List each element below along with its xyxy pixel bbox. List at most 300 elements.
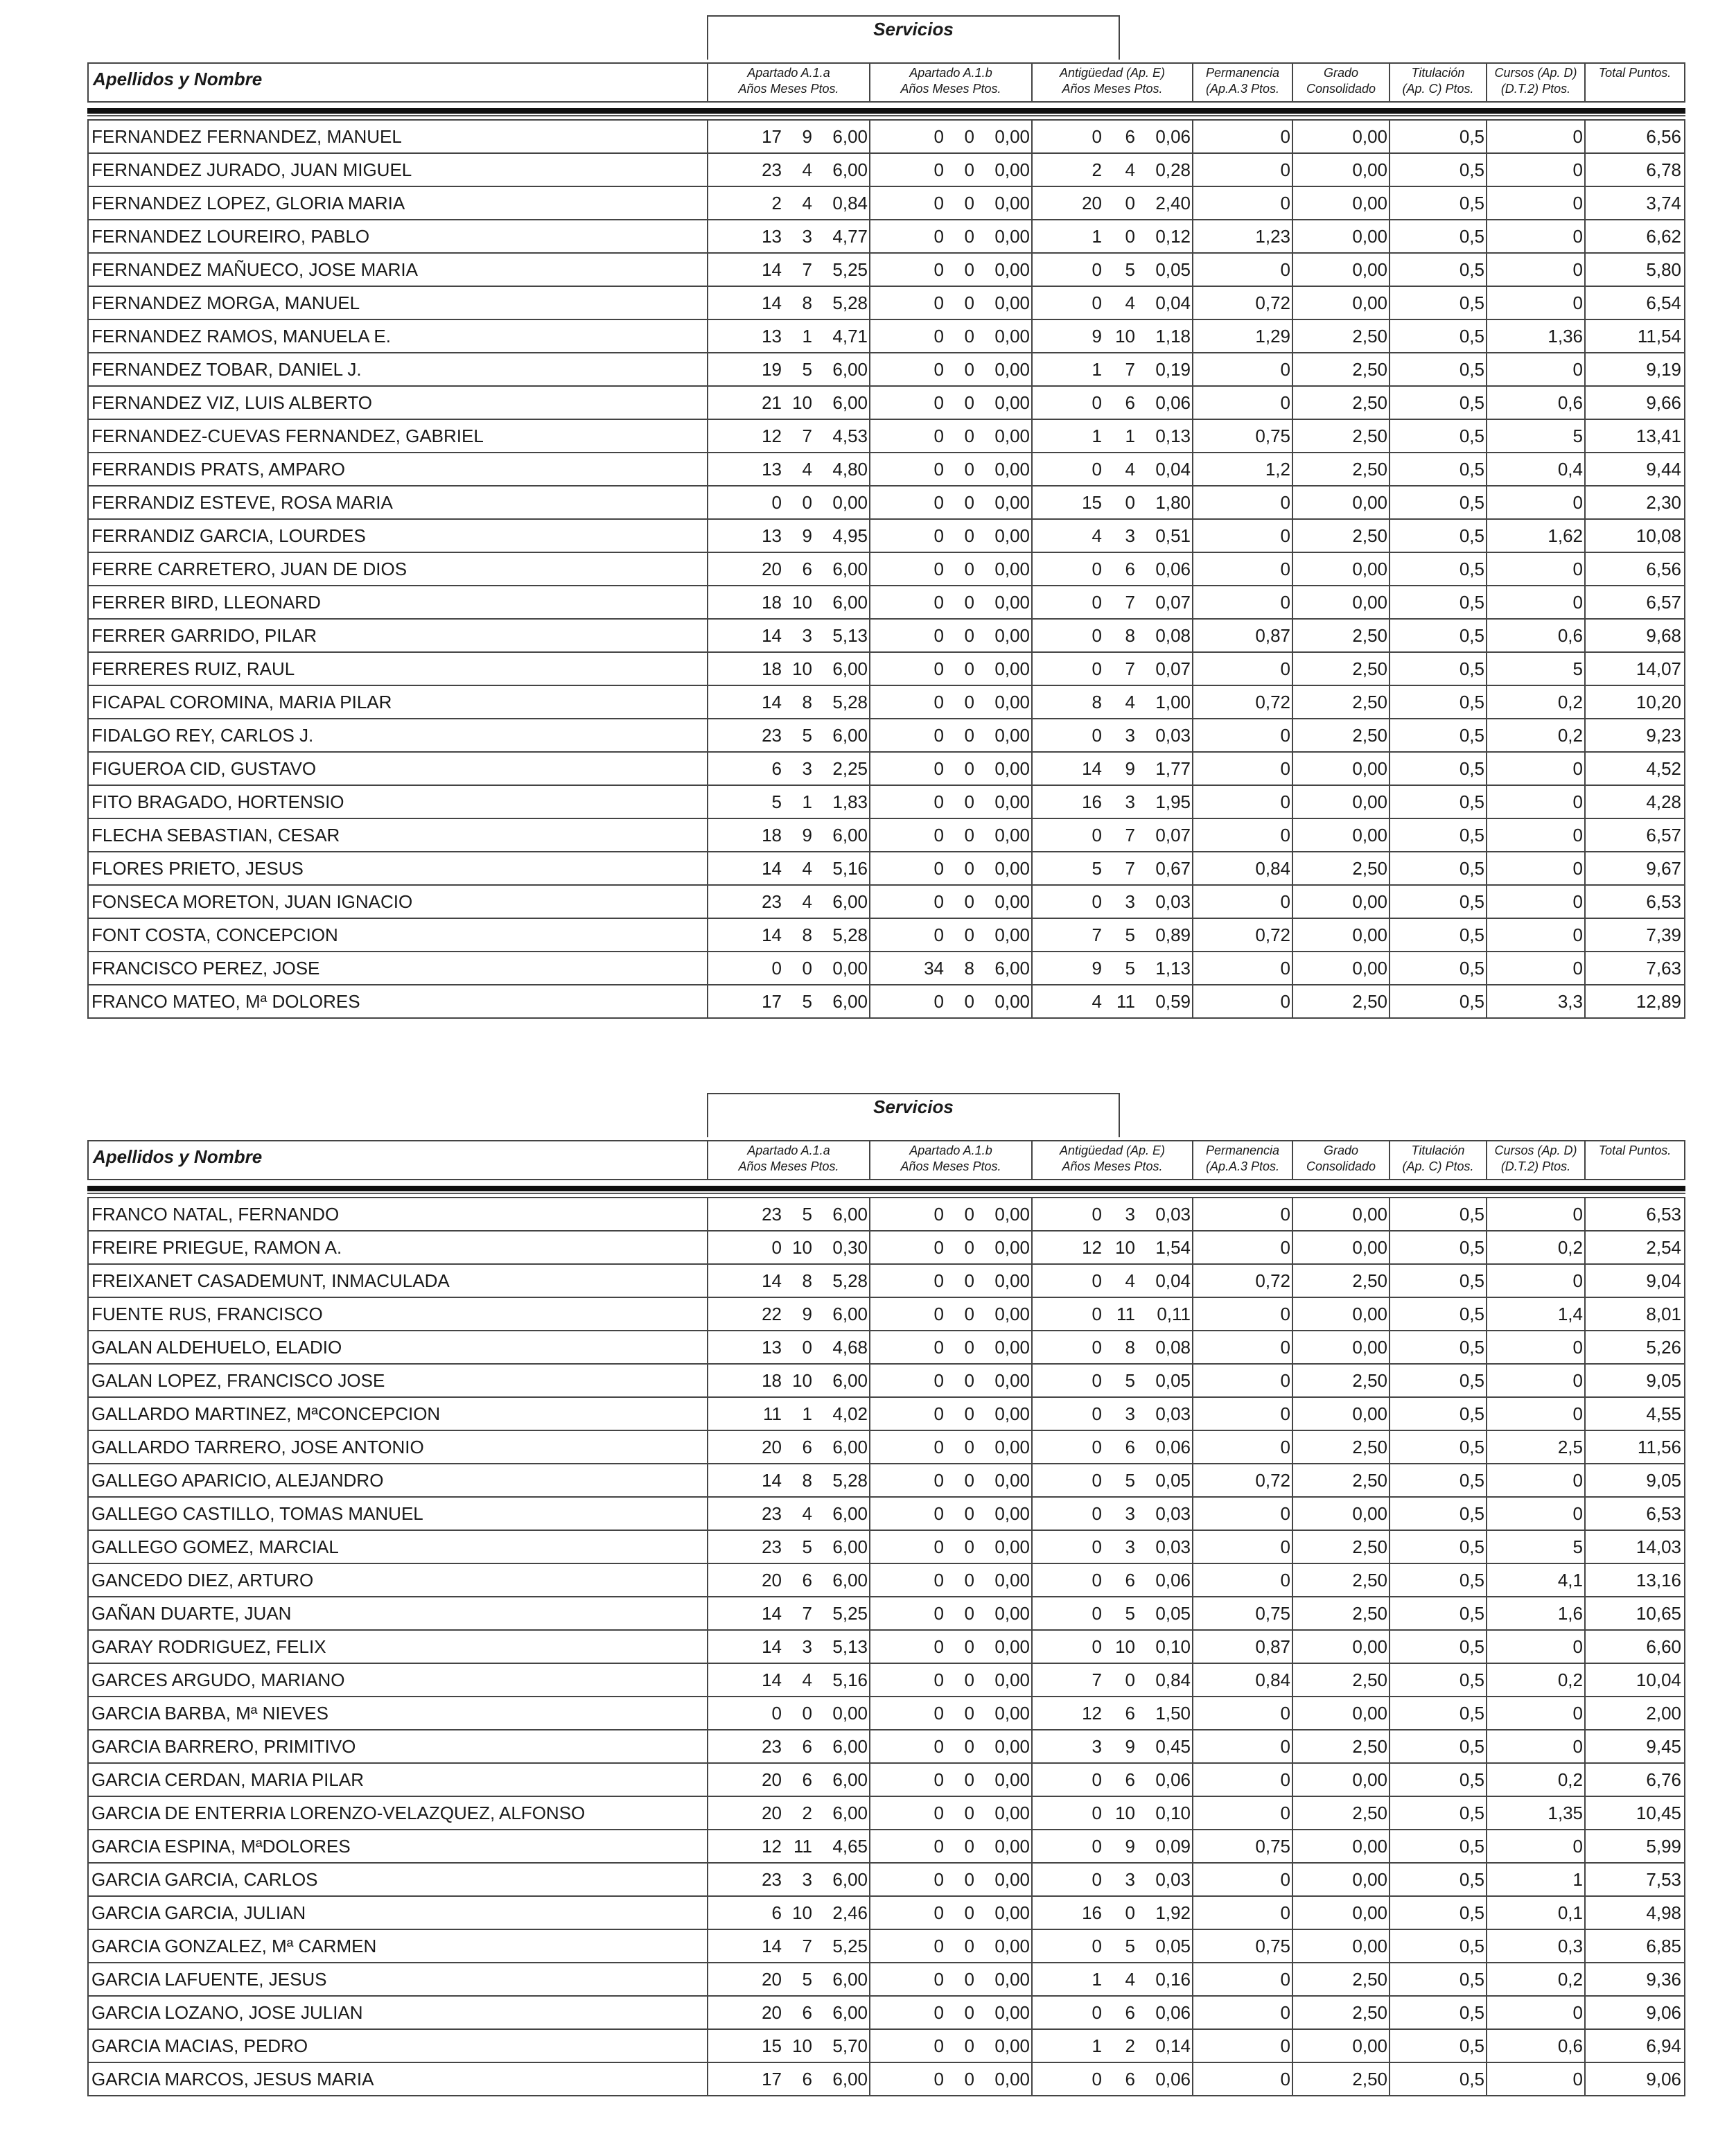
column-divider [869,1797,870,1829]
column-divider [1192,1331,1193,1363]
column-divider [1389,1997,1390,2028]
cell-titulacion: 0,5 [1459,559,1484,579]
cell-a1b-points: 0,00 [994,825,1030,845]
cell-cursos: 0,3 [1557,1936,1583,1956]
header-titulacion: Titulación (Ap. C) Ptos. [1390,64,1487,101]
employee-name: FRANCO NATAL, FERNANDO [91,1204,340,1225]
cell-a1b-months: 0 [964,1403,974,1424]
table-row [87,1530,1685,1563]
cell-permanencia: 0 [1280,1370,1290,1391]
table-row [87,1762,1685,1796]
cell-a1b-months: 0 [964,1902,974,1923]
column-divider [1486,753,1487,785]
column-divider [869,420,870,452]
cell-a1a-points: 1,83 [832,791,868,812]
cell-a1a-months: 10 [792,592,812,613]
column-divider [1584,786,1586,818]
column-divider [1486,1664,1487,1696]
column-divider [1292,1930,1293,1962]
column-divider [869,852,870,884]
cell-permanencia: 0,72 [1255,292,1290,313]
cell-a1a-years: 20 [762,1803,782,1823]
column-divider [707,320,708,352]
cell-a1b-months: 0 [964,1736,974,1757]
cell-a1b-points: 0,00 [994,2069,1030,2089]
column-divider [707,1830,708,1862]
cell-a1b-months: 0 [964,1969,974,1990]
cell-a1a-points: 2,25 [832,758,868,779]
cell-a1a-years: 23 [762,1536,782,1557]
cell-cursos: 0,2 [1557,1669,1583,1690]
cell-total: 13,16 [1636,1570,1681,1590]
cell-a1a-months: 4 [802,159,812,180]
cell-a1a-points: 6,00 [832,1437,868,1457]
cell-titulacion: 0,5 [1459,858,1484,879]
cell-a1b-months: 0 [964,625,974,646]
cell-ant-points: 0,19 [1155,359,1191,380]
cell-grado: 0,00 [1352,791,1387,812]
column-divider [1389,1498,1390,1530]
cell-ant-points: 0,03 [1155,1536,1191,1557]
cell-a1b-years: 0 [933,2069,944,2089]
cell-a1a-points: 5,25 [832,1936,868,1956]
column-divider [869,2030,870,2062]
cell-ant-points: 0,03 [1155,1869,1191,1890]
cell-ant-years: 1 [1092,1969,1102,1990]
column-divider [1031,487,1033,518]
column-divider [707,353,708,385]
column-divider [1192,387,1193,419]
column-divider [869,553,870,585]
column-divider [1031,1764,1033,1796]
column-divider [1486,952,1487,984]
cell-permanencia: 0,72 [1255,1470,1290,1491]
employee-name: FERNANDEZ MAÑUECO, JOSE MARIA [91,259,418,280]
cell-a1b-months: 0 [964,825,974,845]
column-divider [707,1298,708,1330]
cell-a1b-years: 0 [933,1836,944,1857]
cell-a1b-years: 0 [933,1936,944,1956]
header-permanencia: Permanencia (Ap.A.3 Ptos. [1193,1141,1293,1179]
cell-a1b-points: 0,00 [994,1869,1030,1890]
column-divider [1292,353,1293,385]
column-divider [1031,919,1033,951]
cell-a1a-months: 5 [802,1536,812,1557]
cell-a1b-years: 0 [933,226,944,247]
cell-a1a-months: 1 [802,1403,812,1424]
cell-titulacion: 0,5 [1459,2002,1484,2023]
column-divider [1292,786,1293,818]
employee-name: FERNANDEZ TOBAR, DANIEL J. [91,359,362,380]
column-divider [707,387,708,419]
cell-a1a-years: 17 [762,126,782,147]
cell-a1a-years: 14 [762,1270,782,1291]
column-divider [1192,1398,1193,1430]
employee-name: FERNANDEZ LOPEZ, GLORIA MARIA [91,193,405,213]
column-divider [707,952,708,984]
cell-total: 9,67 [1646,858,1681,879]
table-row [87,1363,1685,1396]
column-divider [1031,1631,1033,1663]
cell-ant-months: 5 [1125,1936,1135,1956]
cell-ant-months: 4 [1125,692,1135,712]
cell-ant-years: 0 [1092,1636,1102,1657]
cell-a1b-months: 0 [964,1237,974,1258]
cell-grado: 0,00 [1352,1636,1387,1657]
cell-ant-years: 0 [1092,1370,1102,1391]
cell-a1a-months: 6 [802,1736,812,1757]
cell-cursos: 5 [1572,658,1583,679]
column-divider [1389,919,1390,951]
column-divider [1192,1830,1193,1862]
column-divider [1292,586,1293,618]
cell-a1a-months: 3 [802,1869,812,1890]
cell-total: 2,54 [1646,1237,1681,1258]
column-divider [1031,952,1033,984]
cell-cursos: 0 [1572,1636,1583,1657]
cell-ant-points: 0,06 [1155,559,1191,579]
cell-ant-points: 0,06 [1155,2069,1191,2089]
cell-ant-points: 1,80 [1155,492,1191,513]
column-divider [1486,487,1487,518]
column-divider [707,1531,708,1563]
cell-cursos: 0,4 [1557,459,1583,480]
column-divider [1584,1930,1586,1962]
cell-grado: 0,00 [1352,825,1387,845]
cell-a1b-points: 0,00 [994,1669,1030,1690]
employee-name: GARCIA CERDAN, MARIA PILAR [91,1769,364,1790]
cell-ant-months: 3 [1125,1869,1135,1890]
cell-ant-points: 0,05 [1155,259,1191,280]
column-divider [869,1265,870,1297]
cell-ant-points: 0,03 [1155,1503,1191,1524]
cell-ant-months: 5 [1125,1470,1135,1491]
cell-a1b-years: 0 [933,193,944,213]
column-divider [869,819,870,851]
cell-ant-points: 0,14 [1155,2035,1191,2056]
column-divider [1584,753,1586,785]
column-divider [1292,653,1293,685]
column-divider [1584,553,1586,585]
cell-ant-years: 0 [1092,1503,1102,1524]
cell-ant-months: 8 [1125,1337,1135,1358]
header-total: Total Puntos. [1598,1143,1672,1157]
column-divider [1192,154,1193,186]
column-divider [707,487,708,518]
column-divider [707,686,708,718]
cell-a1a-months: 5 [802,725,812,746]
table-row [87,1297,1685,1330]
cell-ant-years: 1 [1092,426,1102,446]
cell-ant-years: 0 [1092,126,1102,147]
column-divider [1031,1564,1033,1596]
cell-a1b-years: 0 [933,758,944,779]
cell-titulacion: 0,5 [1459,625,1484,646]
table-row [87,286,1685,319]
cell-a1a-points: 6,00 [832,1969,868,1990]
column-divider [1584,1564,1586,1596]
column-divider [1584,220,1586,252]
cell-a1b-points: 0,00 [994,1403,1030,1424]
cell-titulacion: 0,5 [1459,1902,1484,1923]
cell-a1a-months: 8 [802,1470,812,1491]
cell-permanencia: 0 [1280,193,1290,213]
cell-total: 6,94 [1646,2035,1681,2056]
cell-cursos: 0 [1572,193,1583,213]
column-divider [1389,1597,1390,1629]
employee-name: FERRER BIRD, LLEONARD [91,592,321,613]
table-row [87,1463,1685,1496]
column-divider [869,320,870,352]
column-divider [1584,154,1586,186]
cell-total: 10,45 [1636,1803,1681,1823]
column-divider [869,220,870,252]
cell-grado: 0,00 [1352,259,1387,280]
column-divider [1192,420,1193,452]
cell-grado: 2,50 [1352,625,1387,646]
cell-ant-points: 0,28 [1155,159,1191,180]
cell-a1a-months: 2 [802,1803,812,1823]
cell-ant-months: 8 [1125,625,1135,646]
cell-a1b-years: 0 [933,1769,944,1790]
table-row [87,1563,1685,1596]
cell-permanencia: 0,87 [1255,625,1290,646]
employee-name: FERNANDEZ VIZ, LUIS ALBERTO [91,392,373,413]
column-divider [1486,254,1487,286]
cell-total: 6,56 [1646,559,1681,579]
column-divider [1292,1398,1293,1430]
cell-a1a-months: 1 [802,326,812,347]
cell-ant-months: 6 [1125,2069,1135,2089]
column-divider [1486,1398,1487,1430]
cell-ant-years: 15 [1082,492,1102,513]
cell-a1b-months: 0 [964,692,974,712]
cell-titulacion: 0,5 [1459,1503,1484,1524]
cell-ant-months: 6 [1125,1769,1135,1790]
column-divider [1031,220,1033,252]
cell-a1a-months: 7 [802,1603,812,1624]
cell-ant-points: 2,40 [1155,193,1191,213]
column-divider [1192,1764,1193,1796]
column-divider [1292,1797,1293,1829]
cell-a1a-months: 6 [802,2002,812,2023]
column-divider [1584,886,1586,918]
cell-a1b-points: 0,00 [994,592,1030,613]
cell-grado: 2,50 [1352,525,1387,546]
cell-titulacion: 0,5 [1459,1536,1484,1557]
cell-permanencia: 0 [1280,1902,1290,1923]
cell-grado: 2,50 [1352,1470,1387,1491]
cell-a1b-years: 0 [933,725,944,746]
column-divider [1292,1464,1293,1496]
cell-titulacion: 0,5 [1459,1936,1484,1956]
column-divider [707,1498,708,1530]
cell-ant-years: 0 [1092,658,1102,679]
cell-titulacion: 0,5 [1459,1736,1484,1757]
cell-a1a-years: 20 [762,1570,782,1590]
column-divider [1389,1930,1390,1962]
column-divider [1031,586,1033,618]
cell-a1a-months: 6 [802,559,812,579]
cell-a1a-years: 18 [762,658,782,679]
cell-ant-points: 0,06 [1155,1769,1191,1790]
column-divider [1584,2030,1586,2062]
cell-permanencia: 0 [1280,1869,1290,1890]
column-divider [1486,1265,1487,1297]
cell-a1a-years: 23 [762,891,782,912]
header-cursos: Cursos (Ap. D) (D.T.2) Ptos. [1487,1141,1586,1179]
column-divider [707,1232,708,1263]
column-divider [869,154,870,186]
cell-a1b-points: 0,00 [994,1370,1030,1391]
column-divider [1486,1697,1487,1729]
cell-a1b-points: 0,00 [994,459,1030,480]
table-row [87,152,1685,186]
cell-cursos: 0 [1572,1337,1583,1358]
cell-a1b-points: 0,00 [994,891,1030,912]
cell-cursos: 0 [1572,891,1583,912]
cell-a1a-months: 5 [802,359,812,380]
cell-grado: 2,50 [1352,1803,1387,1823]
cell-total: 6,53 [1646,891,1681,912]
employee-name: FLORES PRIETO, JESUS [91,858,304,879]
employee-name: GARCIA GONZALEZ, Mª CARMEN [91,1936,377,1956]
cell-ant-years: 3 [1092,1736,1102,1757]
cell-permanencia: 0 [1280,126,1290,147]
column-divider [1292,620,1293,651]
column-divider [1031,453,1033,485]
cell-permanencia: 0,87 [1255,1636,1290,1657]
column-divider [707,220,708,252]
cell-permanencia: 0 [1280,1969,1290,1990]
cell-grado: 0,00 [1352,758,1387,779]
cell-a1a-points: 4,71 [832,326,868,347]
cell-total: 4,55 [1646,1403,1681,1424]
cell-total: 10,20 [1636,692,1681,712]
cell-a1b-months: 0 [964,126,974,147]
employee-name: FIDALGO REY, CARLOS J. [91,725,314,746]
cell-a1a-months: 4 [802,858,812,879]
cell-grado: 0,00 [1352,1204,1387,1225]
column-divider [1486,1464,1487,1496]
column-divider [1292,919,1293,951]
column-divider [1192,1631,1193,1663]
cell-a1a-months: 4 [802,193,812,213]
cell-ant-months: 5 [1125,259,1135,280]
employee-name: FERNANDEZ MORGA, MANUEL [91,292,360,313]
cell-a1b-months: 0 [964,226,974,247]
cell-ant-years: 0 [1092,1769,1102,1790]
column-divider [1292,487,1293,518]
column-divider [1389,620,1390,651]
table-row [87,1829,1685,1862]
cell-cursos: 1,62 [1548,525,1583,546]
column-divider [1389,1265,1390,1297]
column-divider [707,1664,708,1696]
column-divider [869,886,870,918]
column-divider [707,852,708,884]
column-divider [1486,121,1487,152]
column-divider [1584,1265,1586,1297]
cell-cursos: 0,6 [1557,625,1583,646]
cell-total: 9,06 [1646,2069,1681,2089]
cell-ant-months: 6 [1125,1703,1135,1724]
column-divider [869,1331,870,1363]
cell-a1a-points: 5,13 [832,625,868,646]
column-divider [1031,520,1033,552]
cell-ant-months: 5 [1125,958,1135,979]
column-divider [1292,121,1293,152]
cell-cursos: 0,2 [1557,725,1583,746]
column-divider [869,1963,870,1995]
column-divider [1031,620,1033,651]
cell-grado: 2,50 [1352,426,1387,446]
cell-a1b-points: 6,00 [994,958,1030,979]
column-divider [1031,1431,1033,1463]
cell-cursos: 5 [1572,426,1583,446]
cell-grado: 0,00 [1352,1836,1387,1857]
cell-a1a-points: 6,00 [832,1736,868,1757]
column-divider [1031,686,1033,718]
cell-a1a-points: 6,00 [832,392,868,413]
cell-a1b-points: 0,00 [994,924,1030,945]
column-divider [1389,1730,1390,1762]
column-divider [1486,719,1487,751]
cell-a1b-points: 0,00 [994,1337,1030,1358]
cell-total: 10,65 [1636,1603,1681,1624]
cell-ant-points: 0,16 [1155,1969,1191,1990]
cell-titulacion: 0,5 [1459,1337,1484,1358]
cell-a1a-months: 8 [802,924,812,945]
column-divider [1031,1232,1033,1263]
table-row [87,1729,1685,1762]
employee-name: GARCIA GARCIA, CARLOS [91,1869,318,1890]
cell-ant-points: 0,06 [1155,392,1191,413]
column-divider [1584,420,1586,452]
cell-ant-months: 5 [1125,1370,1135,1391]
cell-a1a-months: 11 [794,1836,812,1857]
column-divider [1486,1897,1487,1929]
cell-titulacion: 0,5 [1459,991,1484,1012]
employee-name: FERRANDIS PRATS, AMPARO [91,459,345,480]
column-divider [707,753,708,785]
cell-permanencia: 0 [1280,658,1290,679]
cell-a1b-points: 0,00 [994,1204,1030,1225]
table-row [87,385,1685,419]
column-divider [1292,1764,1293,1796]
cell-ant-points: 0,59 [1155,991,1191,1012]
column-divider [1031,2030,1033,2062]
cell-permanencia: 0 [1280,1204,1290,1225]
column-divider [1192,952,1193,984]
employee-name: GALLEGO APARICIO, ALEJANDRO [91,1470,384,1491]
cell-titulacion: 0,5 [1459,226,1484,247]
cell-a1a-months: 10 [792,658,812,679]
cell-ant-months: 1 [1125,426,1135,446]
cell-a1a-points: 5,28 [832,292,868,313]
column-divider [1192,121,1193,152]
employee-name: GALLEGO GOMEZ, MARCIAL [91,1536,339,1557]
cell-a1a-points: 6,00 [832,1304,868,1324]
table-row [87,1263,1685,1297]
cell-a1b-years: 0 [933,2002,944,2023]
cell-a1b-points: 0,00 [994,1603,1030,1624]
cell-a1b-years: 0 [933,1270,944,1291]
column-divider [1486,1797,1487,1829]
cell-ant-years: 0 [1092,392,1102,413]
column-divider [1031,1963,1033,1995]
cell-a1b-years: 0 [933,924,944,945]
